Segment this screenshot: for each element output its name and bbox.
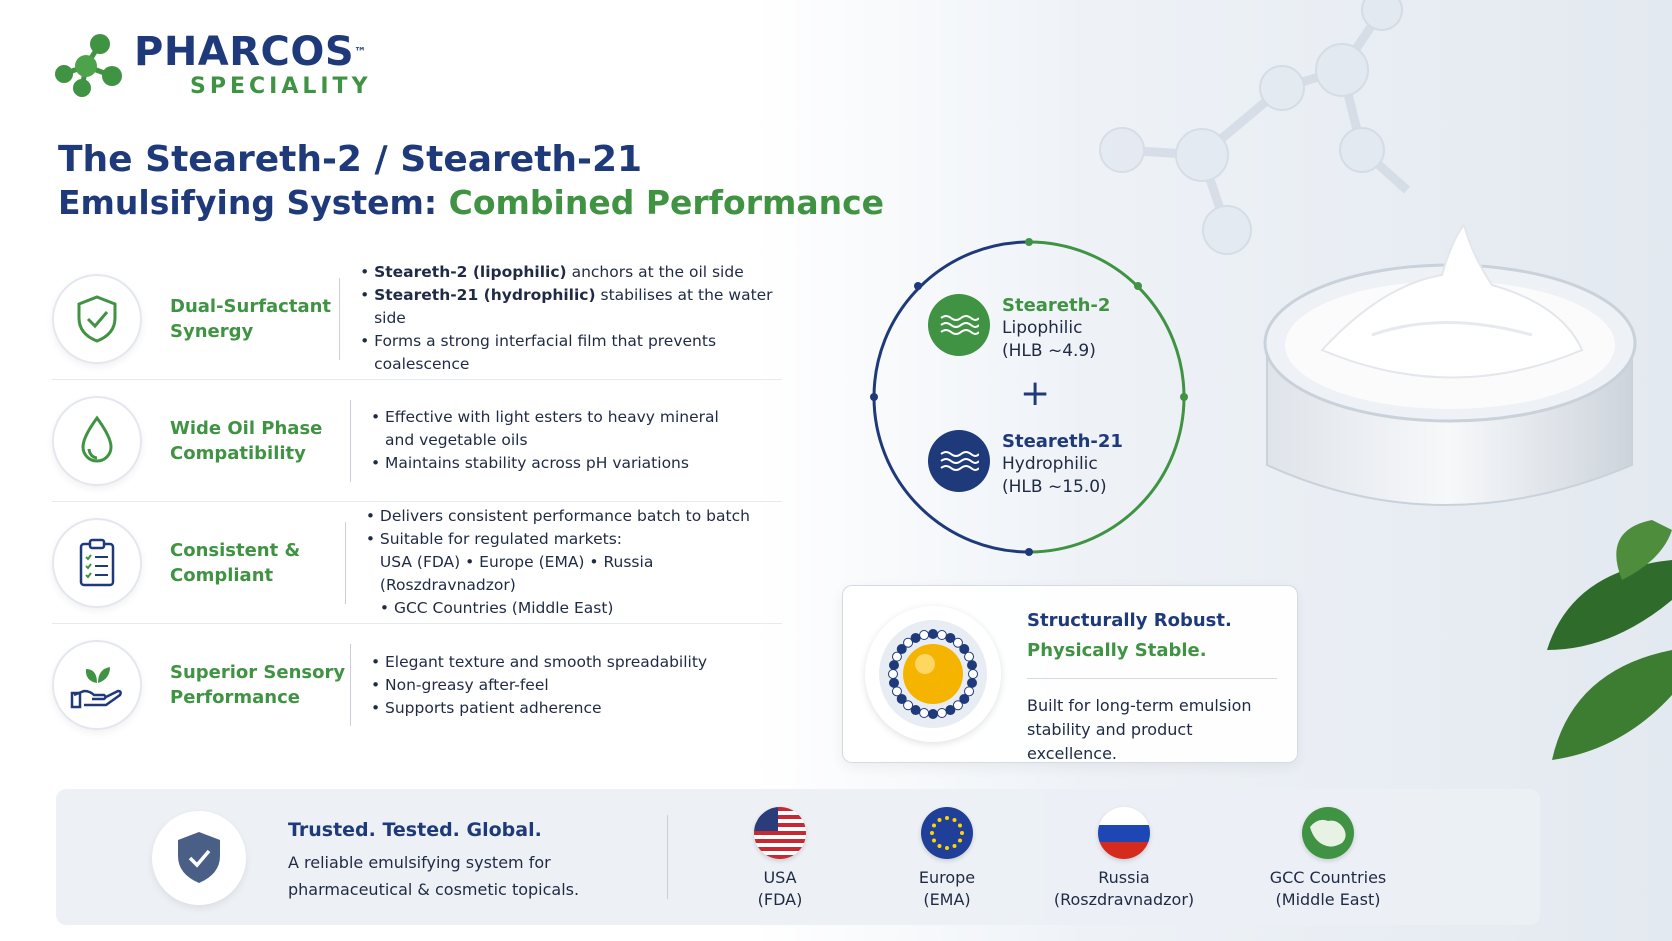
bullet: • Steareth-2 (lipophilic) anchors at the oil side: [360, 261, 782, 284]
lipophilic-waves-icon: [928, 294, 990, 356]
bullet: • Maintains stability across pH variations: [371, 452, 719, 475]
region-name: USA: [763, 868, 797, 887]
micelle-droplet-icon: [865, 606, 1001, 742]
feature-title: Consistent &: [170, 539, 301, 561]
component-hlb: (HLB ~15.0): [1002, 477, 1107, 497]
brand-name: PHARCOS: [134, 29, 355, 75]
region-russia: [1014, 807, 1234, 911]
molecule-logo-icon: [50, 30, 128, 100]
divider: [339, 278, 340, 360]
card-subheading: Physically Stable.: [1027, 640, 1207, 661]
usa-flag-icon: [754, 807, 806, 859]
oil-drop-icon: [52, 396, 142, 486]
feature-bullets: [366, 505, 782, 620]
bullet: • Supports patient adherence: [371, 697, 707, 720]
card-body: Built for long-term emulsion stability and product excellence.: [1027, 696, 1252, 763]
plus-sign: +: [1020, 373, 1051, 414]
shield-check-icon: [152, 811, 246, 905]
emulsifier-system-diagram: [870, 238, 1188, 556]
feature-synergy: [52, 258, 782, 380]
feature-bullets: [371, 651, 707, 720]
component-type: Lipophilic: [1002, 318, 1083, 338]
feature-oil-compatibility: [52, 380, 782, 502]
global-trust-band: [56, 789, 1540, 925]
gcc-map-icon: [1302, 807, 1354, 859]
stability-card: [842, 585, 1298, 763]
bullet-continued: USA (FDA) • Europe (EMA) • Russia (Roszdravnadzor): [379, 553, 654, 594]
bullet-continued: and vegetable oils: [385, 431, 528, 449]
region-gcc: [1218, 807, 1438, 911]
hand-leaf-icon: [52, 640, 142, 730]
divider: [345, 522, 346, 604]
page-title: [58, 138, 884, 224]
feature-title: Superior Sensory: [170, 662, 346, 683]
divider: [350, 400, 351, 482]
trademark-mark: ™: [354, 45, 367, 59]
title-line-1: The Steareth-2 / Steareth-21: [58, 139, 643, 180]
title-line-2: Emulsifying System:: [58, 183, 449, 222]
bullet-continued: • GCC Countries (Middle East): [379, 599, 614, 617]
eu-flag-icon: [921, 807, 973, 859]
hydrophilic-waves-icon: [928, 430, 990, 492]
bullet: • Steareth-21 (hydrophilic) stabilises at the water side: [360, 284, 782, 330]
feature-compliance: [52, 502, 782, 624]
feature-title-2: Synergy: [170, 320, 254, 342]
feature-title: Dual-Surfactant: [170, 295, 332, 317]
feature-bullets: [360, 261, 782, 376]
region-authority: (EMA): [923, 890, 971, 909]
checklist-clipboard-icon: [52, 518, 142, 608]
brand-subtitle: SPECIALITY: [190, 74, 372, 99]
component-name: Steareth-2: [1002, 295, 1111, 316]
steareth-21-component: [928, 430, 1123, 499]
divider: [1027, 678, 1277, 679]
steareth-2-component: [928, 294, 1110, 363]
bullet: • Non-greasy after-feel: [371, 674, 707, 697]
bullet: • Suitable for regulated markets:: [366, 528, 782, 551]
band-description: A reliable emulsifying system for pharmaceutical & cosmetic topicals.: [288, 853, 580, 899]
band-title: Trusted. Tested. Global.: [288, 819, 542, 841]
feature-list: [52, 258, 782, 746]
feature-title: Wide Oil Phase: [170, 417, 323, 439]
card-heading: Structurally Robust.: [1027, 610, 1232, 631]
region-authority: (Roszdravnadzor): [1053, 890, 1195, 909]
feature-title-2: Performance: [170, 687, 300, 708]
shield-check-icon: [52, 274, 142, 364]
region-authority: (Middle East): [1275, 890, 1381, 909]
bullet: • Effective with light esters to heavy mineral: [371, 406, 719, 429]
russia-flag-icon: [1098, 807, 1150, 859]
bullet-continued: coalescence: [374, 355, 470, 373]
divider: [350, 644, 351, 726]
title-accent: Combined Performance: [448, 183, 885, 222]
region-name: GCC Countries: [1269, 868, 1387, 887]
feature-bullets: [371, 406, 719, 475]
region-name: Russia: [1098, 868, 1150, 887]
feature-sensory: [52, 624, 782, 746]
feature-title-2: Compatibility: [170, 442, 306, 464]
region-name: Europe: [918, 868, 976, 887]
component-hlb: (HLB ~4.9): [1002, 341, 1096, 361]
component-type: Hydrophilic: [1002, 454, 1098, 474]
component-name: Steareth-21: [1002, 431, 1123, 452]
bullet: • Forms a strong interfacial film that prevents: [360, 330, 782, 353]
brand-logo: [50, 30, 372, 100]
divider: [667, 815, 668, 899]
region-authority: (FDA): [757, 890, 803, 909]
bullet: • Delivers consistent performance batch to batch: [366, 505, 782, 528]
bullet: • Elegant texture and smooth spreadability: [371, 651, 707, 674]
feature-title-2: Compliant: [170, 564, 274, 586]
leaves-illustration: [1452, 520, 1672, 820]
